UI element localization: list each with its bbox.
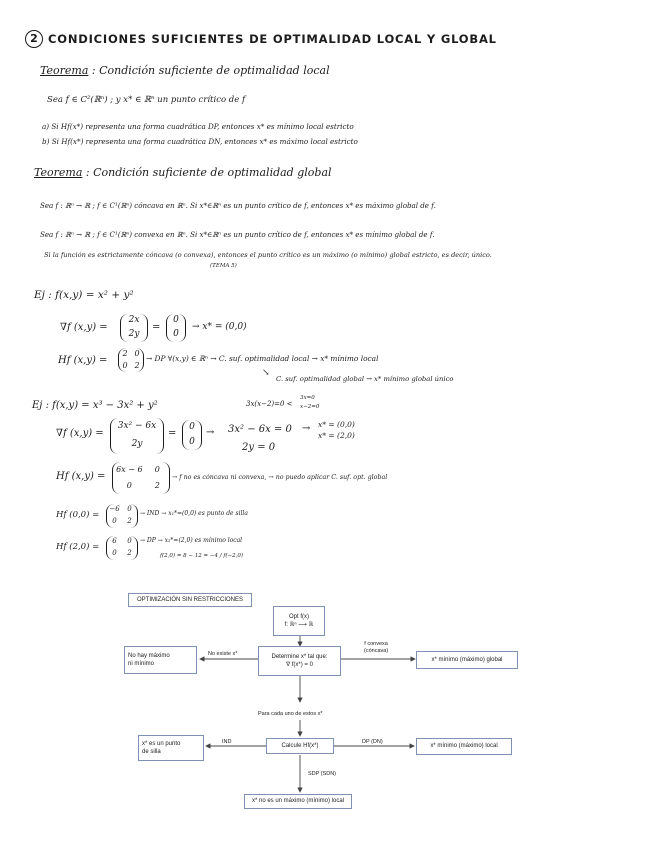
example2-h00-lhs: Hf (0,0) = <box>56 510 100 520</box>
flow-label-para-cada: Para cada uno de estos x* <box>258 711 323 717</box>
solution: x* = (0,0) <box>318 420 355 429</box>
right-arrow-icon: → <box>302 423 311 434</box>
theorem-label: Teorema <box>40 64 89 77</box>
theorem-local-item-b: b) Si Hf(x*) representa una forma cuadrática DN, entonces x* es máximo local estricto <box>42 137 358 146</box>
equals-sign: = <box>168 428 177 439</box>
example2-hessian-result: → f no es cóncava ni convexa, → no puedo aplicar C. suf. opt. global <box>172 474 388 481</box>
example1-critical-point: → x* = (0,0) <box>192 322 247 332</box>
flow-label-f-convexa: f convexa (cóncava) <box>364 641 389 655</box>
flow-label-sdp: SDP (SDN) <box>308 771 337 777</box>
vector-entry: 0 <box>189 422 195 432</box>
theorem-label: Teorema <box>34 166 83 179</box>
vector-entry: 2y <box>131 439 143 449</box>
flow-node-opt: Opt f(x) f: ℝⁿ ⟶ ℝ <box>273 606 325 636</box>
theorem-local-item-a: a) Si Hf(x*) representa una forma cuadrática DP, entonces x* es mínimo local estricto <box>42 122 354 131</box>
section-number: 2 <box>25 30 43 48</box>
hooked-arrow-icon: ↘ <box>262 368 270 378</box>
example2-hessian-lhs: Hf (x,y) = <box>56 471 106 482</box>
matrix-entry: 2 <box>122 349 128 358</box>
matrix-entry: 0 <box>122 361 128 370</box>
theorem-global-line3: Si la función es estrictamente cóncava (o convexa), entonces el punto crítico es un máximo (o mínimo) global estricto, es decir, único. <box>44 251 492 259</box>
matrix-entry: 6 <box>112 537 117 545</box>
flow-node-calcule: Calcule Hf(x*) <box>266 738 334 754</box>
matrix-entry: 2 <box>154 481 160 490</box>
theorem-global-line1: Sea f : ℝⁿ → ℝ ; f ∈ C¹(ℝⁿ) cóncava en ℝⁿ. Si x*∈ℝⁿ es un punto crítico de f, entonces x* es máximo global de f. <box>40 201 436 210</box>
example2-gradient-lhs: ∇f (x,y) = <box>56 428 104 439</box>
vector-entry: 0 <box>189 437 195 447</box>
theorem-global-note: (TEMA 5) <box>210 263 237 269</box>
matrix-entry: −6 <box>109 505 120 513</box>
flow-label-ind: IND <box>222 739 232 745</box>
example2-side-note: 3x(x−2)=0 < <box>246 400 293 408</box>
matrix-entry: 0 <box>154 465 160 474</box>
matrix-entry: 0 <box>134 349 140 358</box>
matrix-entry: 2 <box>134 361 140 370</box>
case: 3x=0 <box>300 395 315 401</box>
theorem-global-line2: Sea f : ℝⁿ → ℝ ; f ∈ C¹(ℝⁿ) convexa en ℝⁿ. Si x*∈ℝⁿ es un punto crítico de f, entonces x* es mínimo global de f. <box>40 230 435 239</box>
flow-node-local: x* mínimo (máximo) local <box>416 738 512 755</box>
flow-label-dp: DP (DN) <box>362 739 383 745</box>
example2-h20-lhs: Hf (2,0) = <box>56 542 100 552</box>
section-title: CONDICIONES SUFICIENTES DE OPTIMALIDAD LOCAL Y GLOBAL <box>48 32 497 46</box>
vector-entry: 2x <box>128 315 140 325</box>
vector-entry: 0 <box>173 329 179 339</box>
flow-label-no-existe: No existe x* <box>208 651 238 657</box>
equation: 2y = 0 <box>242 442 276 453</box>
matrix-entry: 0 <box>112 517 117 525</box>
matrix-entry: 0 <box>127 537 132 545</box>
flowchart-header: OPTIMIZACIÓN SIN RESTRICCIONES <box>128 593 252 607</box>
example1-label: Ej : f(x,y) = x² + y² <box>34 289 134 301</box>
example1-hessian-result2: C. suf. optimalidad global → x* mínimo global único <box>276 375 454 383</box>
right-arrow-icon: → <box>206 427 215 438</box>
theorem-local-name: : Condición suficiente de optimalidad local <box>91 64 330 77</box>
flow-node-silla: x* es un punto de silla <box>138 735 204 761</box>
equals-sign: = <box>152 322 161 333</box>
vector-entry: 3x² − 6x <box>117 421 157 431</box>
flow-node-determine: Determine x* tal que: ∇ f(x*) = 0 <box>258 646 341 676</box>
equation: 3x² − 6x = 0 <box>228 424 292 435</box>
example2-h20-note: f(2,0) = 8 − 12 = −4 / f(−2,0) <box>160 553 244 559</box>
flow-node-global: x* mínimo (máximo) global <box>416 651 518 669</box>
theorem-local-hypothesis: Sea f ∈ C²(ℝⁿ) ; y x* ∈ ℝⁿ un punto crítico de f <box>47 95 246 105</box>
matrix-entry: 2 <box>127 549 132 557</box>
example2-h00-result: → IND → x₁*=(0,0) es punto de silla <box>140 510 248 517</box>
example1-hessian-lhs: Hf (x,y) = <box>58 355 108 366</box>
example1-hessian-result: → DP ∀(x,y) ∈ ℝⁿ → C. suf. optimalidad local → x* mínimo local <box>146 354 379 363</box>
vector-entry: 2y <box>128 329 140 339</box>
matrix-entry: 6x − 6 <box>116 465 143 474</box>
vector-entry: 0 <box>173 315 179 325</box>
example1-gradient-lhs: ∇f (x,y) = <box>60 322 108 333</box>
matrix-entry: 0 <box>112 549 117 557</box>
solution: x* = (2,0) <box>318 431 355 440</box>
example2-h20-result: → DP → x₂*=(2,0) es mínimo local <box>140 537 243 544</box>
flow-node-no-local: x* no es un máximo (mínimo) local <box>244 794 352 809</box>
matrix-entry: 0 <box>127 505 132 513</box>
case: x−2=0 <box>300 404 320 410</box>
flow-node-no-max: No hay máximo ni mínimo <box>124 646 197 674</box>
theorem-global-name: : Condición suficiente de optimalidad global <box>85 166 332 179</box>
matrix-entry: 2 <box>127 517 132 525</box>
example2-label: Ej : f(x,y) = x³ − 3x² + y² <box>32 400 158 411</box>
matrix-entry: 0 <box>126 481 132 490</box>
